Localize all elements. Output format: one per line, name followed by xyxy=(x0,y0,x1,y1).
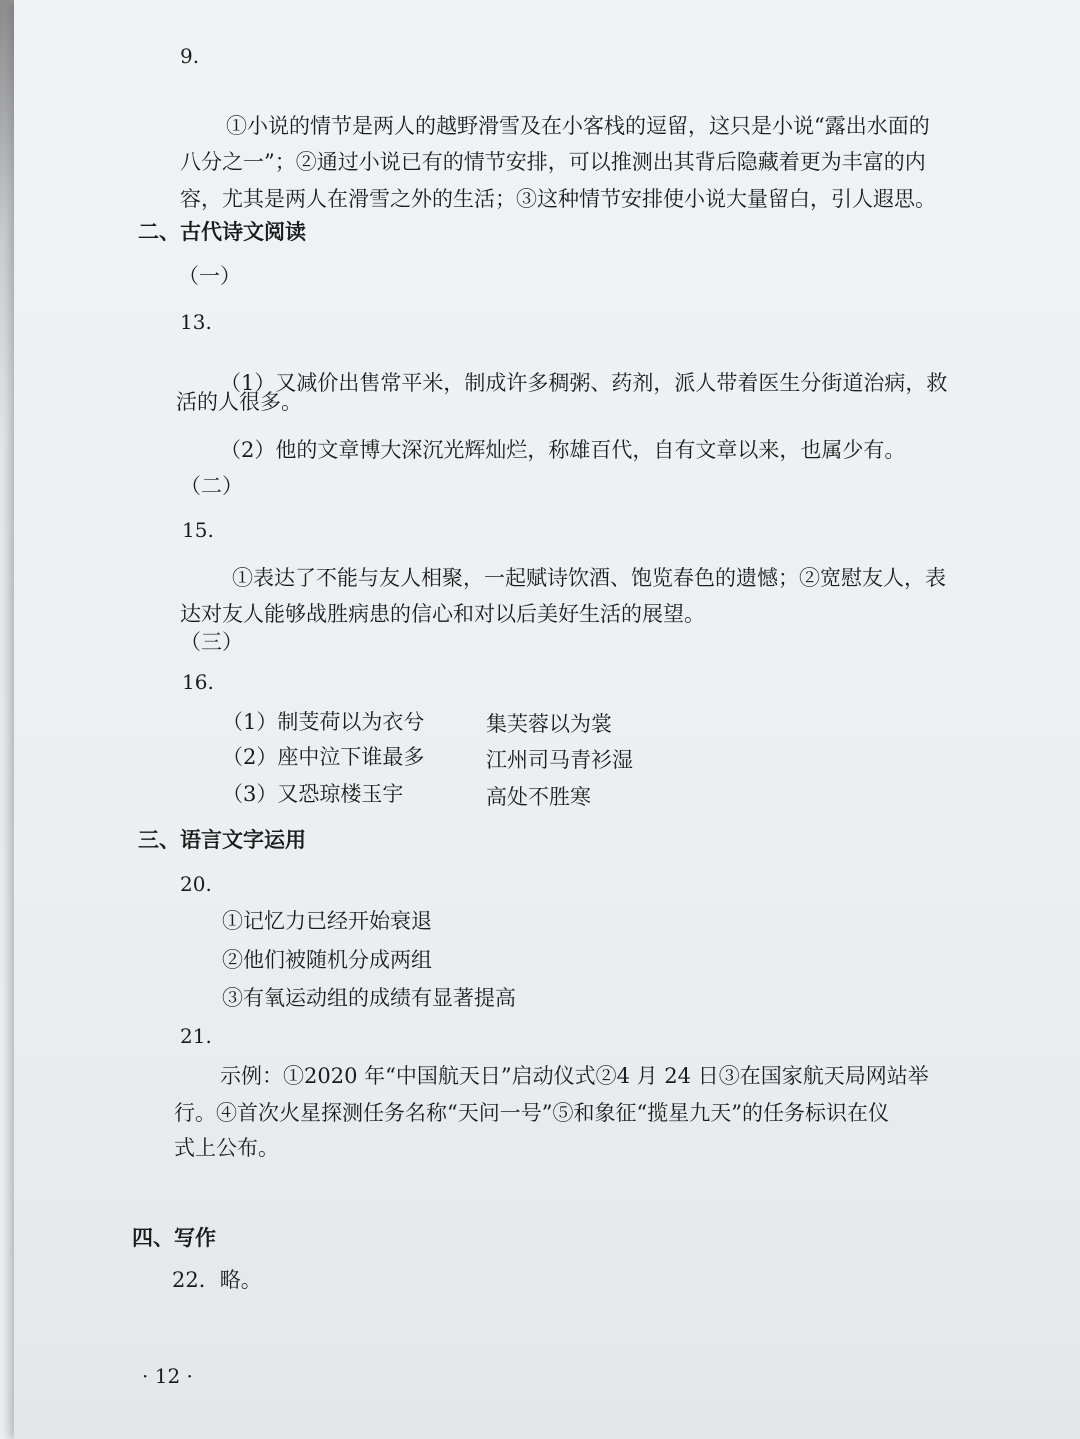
question-15-line-1: ①表达了不能与友人相聚，一起赋诗饮酒、饱览春色的遗憾；②宽慰友人，表 xyxy=(232,566,946,590)
question-20-number: 20. xyxy=(180,872,212,896)
question-13-number: 13. xyxy=(180,310,212,334)
question-16-row-3-left: （3）又恐琼楼玉宇 xyxy=(222,782,404,806)
section-2-title: 二、古代诗文阅读 xyxy=(138,220,306,244)
question-15-line-2: 达对友人能够战胜病患的信心和对以后美好生活的展望。 xyxy=(180,602,705,626)
question-13-line-3: （2）他的文章博大深沉光辉灿烂，称雄百代，自有文章以来，也属少有。 xyxy=(220,438,906,462)
section-4-title: 四、写作 xyxy=(132,1226,216,1250)
question-22-answer: 22．略。 xyxy=(172,1268,262,1292)
question-13-line-2: 活的人很多。 xyxy=(176,390,302,414)
question-16-row-2-right: 江州司马青衫湿 xyxy=(486,748,633,772)
answer-sheet-page xyxy=(14,0,1080,1439)
question-20-line-3: ③有氧运动组的成绩有显著提高 xyxy=(222,986,516,1010)
question-21-line-3: 式上公布。 xyxy=(174,1136,279,1160)
page-number: · 12 · xyxy=(142,1364,193,1388)
section-3-title: 三、语言文字运用 xyxy=(138,828,306,852)
question-9-line-3: 容，尤其是两人在滑雪之外的生活；③这种情节安排使小说大量留白，引人遐思。 xyxy=(180,187,936,211)
question-15-number: 15. xyxy=(182,518,214,542)
question-20-line-2: ②他们被随机分成两组 xyxy=(222,948,432,972)
question-16-row-1-right: 集芙蓉以为裳 xyxy=(486,712,612,736)
question-16-row-2-left: （2）座中泣下谁最多 xyxy=(222,745,425,769)
question-9-line-2: 八分之一”；②通过小说已有的情节安排，可以推测出其背后隐藏着更为丰富的内 xyxy=(180,150,926,174)
question-21-number: 21. xyxy=(180,1024,212,1048)
question-16-number: 16. xyxy=(182,670,214,694)
section-2-part-2: （二） xyxy=(180,474,243,498)
question-13-line-1: （1）又减价出售常平米，制成许多稠粥、药剂，派人带着医生分街道治病，救 xyxy=(220,371,948,395)
question-16-row-3-right: 高处不胜寒 xyxy=(486,785,591,809)
section-2-part-1: （一） xyxy=(178,264,241,288)
question-9-number: 9. xyxy=(180,44,200,68)
question-20-line-1: ①记忆力已经开始衰退 xyxy=(222,909,432,933)
question-9-line-1: ①小说的情节是两人的越野滑雪及在小客栈的逗留，这只是小说“露出水面的 xyxy=(226,114,930,138)
question-21-line-2: 行。④首次火星探测任务名称“天问一号”⑤和象征“揽星九天”的任务标识在仪 xyxy=(174,1101,889,1125)
question-21-line-1: 示例：①2020 年“中国航天日”启动仪式②4 月 24 日③在国家航天局网站举 xyxy=(220,1064,929,1088)
question-16-row-1-left: （1）制芰荷以为衣兮 xyxy=(222,710,425,734)
section-2-part-3: （三） xyxy=(180,630,243,654)
